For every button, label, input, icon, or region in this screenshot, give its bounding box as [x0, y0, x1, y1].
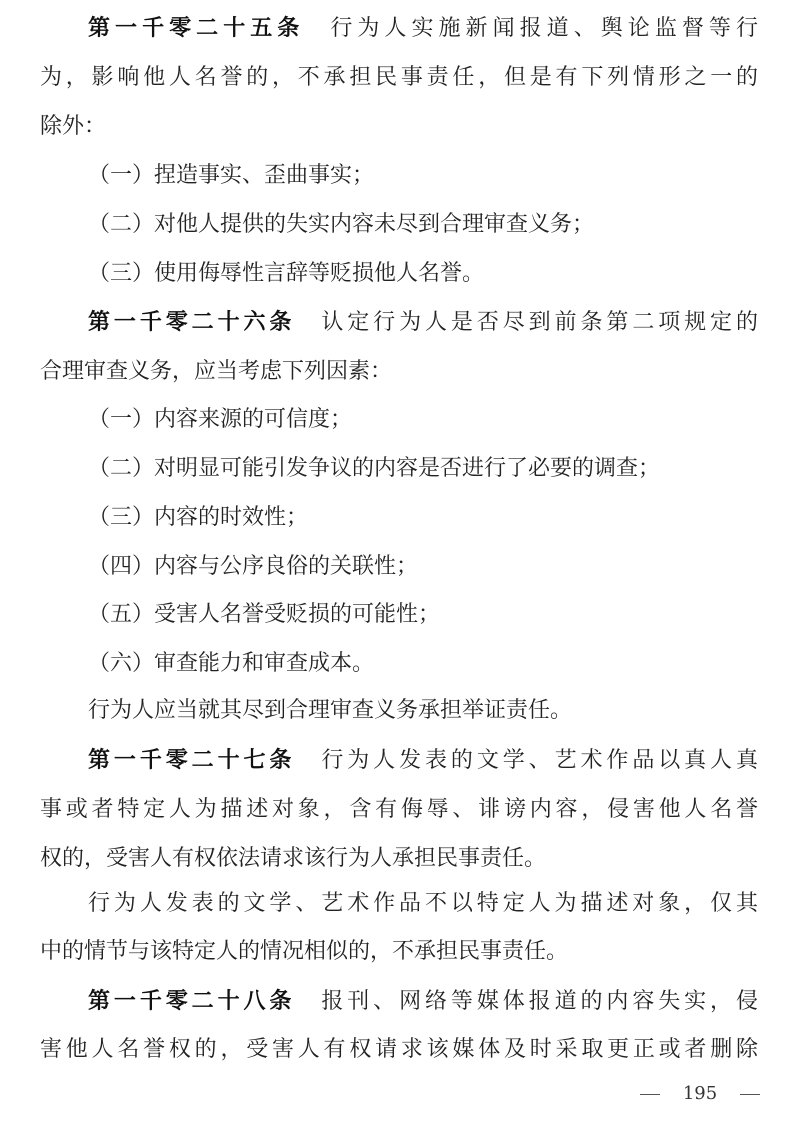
article-1026-closing: 行为人应当就其尽到合理审查义务承担举证责任。 [88, 698, 573, 723]
article-1026-item: （五）受害人名誉受贬损的可能性； [88, 602, 441, 627]
article-1026-item: （四）内容与公序良俗的关联性； [88, 554, 419, 579]
article-1026-text: 认定行为人是否尽到前条第二项规定的 [321, 310, 758, 335]
article-1027-line: 权的，受害人有权依法请求该行为人承担民事责任。 [40, 846, 547, 871]
article-1027-title: 第一千零二十七条 [88, 748, 296, 773]
footer-dash-right [740, 1094, 760, 1095]
article-1025-item: （二）对他人提供的失实内容未尽到合理审查义务； [88, 212, 595, 237]
page-number: 195 [682, 1083, 718, 1104]
article-1025-heading-line [88, 12, 758, 46]
article-1028-line: 害他人名誉权的，受害人有权请求该媒体及时采取更正或者删除 [40, 1037, 758, 1062]
page-footer [640, 1080, 760, 1108]
article-1027-paragraph: 行为人发表的文学、艺术作品不以特定人为描述对象，仅其 [88, 891, 758, 916]
article-1026-item: （三）内容的时效性； [88, 505, 309, 530]
article-1027-line: 事或者特定人为描述对象，含有侮辱、诽谤内容，侵害他人名誉 [40, 797, 758, 822]
article-1028-heading-line [88, 985, 758, 1019]
article-1025-line: 除外： [40, 114, 107, 139]
article-1027-text: 行为人发表的文学、艺术作品以真人真 [321, 748, 758, 773]
footer-dash-left [640, 1094, 660, 1095]
article-1028-text: 报刊、网络等媒体报道的内容失实，侵 [321, 989, 758, 1014]
article-1025-text: 行为人实施新闻报道、舆论监督等行 [330, 16, 758, 41]
article-1026-line: 合理审查义务，应当考虑下列因素： [40, 359, 393, 384]
article-1025-line: 为，影响他人名誉的，不承担民事责任，但是有下列情形之一的 [40, 65, 758, 90]
article-1026-item: （二）对明显可能引发争议的内容是否进行了必要的调查； [88, 456, 661, 481]
article-1027-line: 中的情节与该特定人的情况相似的，不承担民事责任。 [40, 939, 569, 964]
article-1026-heading-line [88, 306, 758, 340]
article-1026-item: （一）内容来源的可信度； [88, 407, 353, 432]
article-1025-item: （三）使用侮辱性言辞等贬损他人名誉。 [88, 261, 485, 286]
article-1026-item: （六）审查能力和审查成本。 [88, 651, 375, 676]
article-1028-title: 第一千零二十八条 [88, 989, 296, 1014]
article-1026-title: 第一千零二十六条 [88, 310, 296, 335]
article-1025-title: 第一千零二十五条 [88, 16, 305, 41]
article-1025-item: （一）捏造事实、歪曲事实； [88, 163, 375, 188]
article-1027-heading-line [88, 744, 758, 778]
